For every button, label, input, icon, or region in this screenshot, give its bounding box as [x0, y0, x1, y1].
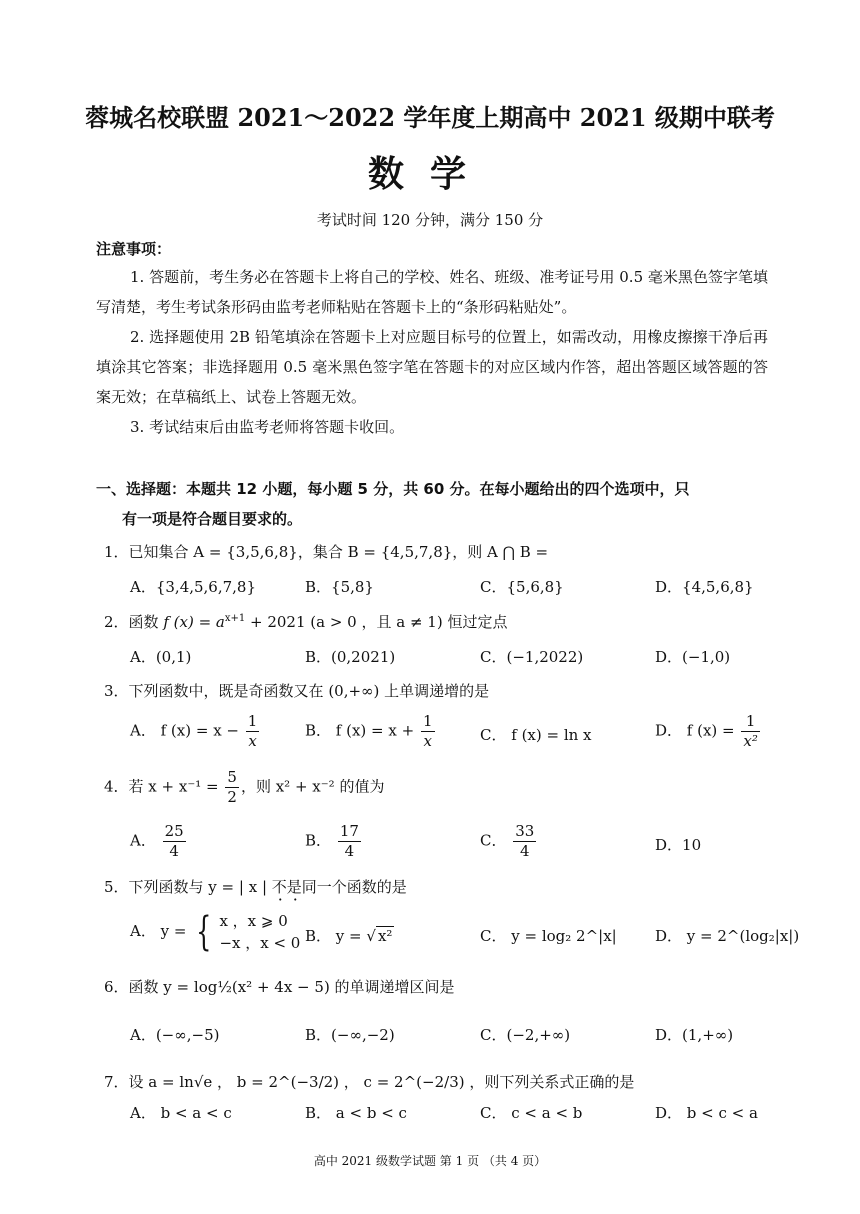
q2-prefix: 2．函数	[104, 613, 164, 631]
q5-option-b	[305, 925, 394, 946]
q5-emphasis-1: 不	[271, 878, 287, 896]
section-heading-line1: 一、选择题：本题共 12 小题，每小题 5 分，共 60 分。在每小题给出的四个选项中，只	[96, 480, 690, 498]
q3-d-fraction	[741, 712, 759, 751]
frac-den: x	[423, 731, 432, 750]
q6-option-c: C．(−2,+∞)	[480, 1026, 571, 1044]
q4-pre: 4．若 x + x⁻¹ =	[104, 777, 219, 796]
q5-b-radicand: x²	[377, 927, 393, 945]
q1-option-c: C．{5,6,8}	[480, 578, 564, 596]
q3-b-expr: B． f (x) = x +	[305, 721, 415, 740]
q4-option-b	[305, 822, 363, 861]
section-heading	[96, 474, 768, 534]
q2-rest: + 2021 (a > 0 ，且 a ≠ 1) 恒过定点	[245, 613, 508, 631]
q4-post: ，则 x² + x⁻² 的值为	[240, 777, 385, 796]
q4-a-label: A．	[130, 831, 156, 850]
q3-option-d	[655, 712, 762, 751]
exam-info: 考试时间 120 分钟，满分 150 分	[316, 211, 544, 229]
q2-option-d: D．(−1,0)	[655, 648, 731, 666]
frac-num: 17	[339, 822, 359, 840]
frac-num: 5	[227, 768, 237, 786]
sqrt-icon: √	[366, 927, 376, 945]
frac-num: 1	[741, 712, 759, 732]
question-4	[104, 768, 384, 807]
q3-option-a	[130, 712, 261, 751]
q5-b-expr: B． y =	[305, 927, 367, 945]
q5-option-c: C． y = log₂ 2^|x|	[480, 927, 617, 945]
exam-title: 蓉城名校联盟 2021～2022 学年度上期高中 2021 级期中联考	[85, 103, 775, 132]
notes-heading: 注意事项：	[96, 240, 172, 258]
q7-option-d: D． b < c < a	[655, 1104, 758, 1122]
q5-a-case-2: −x ，x < 0	[219, 934, 301, 952]
question-7: 7．设 a = ln√e ， b = 2^(−3/2) ， c = 2^(−2/3) ，则下列关系式正确的是	[104, 1073, 635, 1091]
q5-a-cases	[219, 910, 300, 954]
question-5	[104, 876, 407, 897]
frac-num: 1	[422, 712, 433, 730]
q6-option-d: D．(1,+∞)	[655, 1026, 734, 1044]
q3-a-fraction	[246, 712, 260, 751]
q3-option-b	[305, 712, 437, 751]
q5-option-a	[130, 910, 300, 954]
question-3: 3．下列函数中，既是奇函数又在 (0,+∞) 上单调递增的是	[104, 682, 490, 700]
q5-post: 同一个函数的是	[301, 878, 407, 896]
q6-option-b: B．(−∞,−2)	[305, 1026, 395, 1044]
q2-option-a: A．(0,1)	[130, 648, 192, 666]
note-3: 3. 考试结束后由监考老师将答题卡收回。	[130, 418, 405, 436]
q4-fraction	[225, 768, 239, 807]
frac-num: 25	[164, 822, 184, 840]
q3-d-expr: D． f (x) =	[655, 721, 735, 740]
q2-func: f (x) = a	[163, 613, 225, 631]
q2-option-c: C．(−1,2022)	[480, 648, 584, 666]
q4-option-a	[130, 822, 188, 861]
q4-c-label: C．	[480, 831, 507, 850]
question-1: 1．已知集合 A = {3,5,6,8}，集合 B = {4,5,7,8}，则 A ⋂ B =	[104, 543, 549, 561]
frac-num: 1	[247, 712, 258, 730]
q4-b-fraction	[338, 822, 361, 861]
q7-option-a: A． b < a < c	[130, 1104, 232, 1122]
q4-a-fraction	[163, 822, 186, 861]
frac-den: 4	[520, 841, 530, 860]
q4-c-fraction	[513, 822, 536, 861]
q3-option-c: C． f (x) = ln x	[480, 726, 592, 744]
q3-a-expr: A． f (x) = x −	[130, 721, 239, 740]
q3-b-fraction	[421, 712, 435, 751]
section-heading-line2: 有一项是符合题目要求的。	[122, 510, 303, 528]
q6-option-a: A．(−∞,−5)	[130, 1026, 220, 1044]
left-brace-icon: {	[196, 909, 212, 955]
frac-den: x	[248, 731, 257, 750]
question-6: 6．函数 y = log½(x² + 4x − 5) 的单调递增区间是	[104, 978, 455, 996]
frac-den: x²	[743, 731, 758, 750]
frac-den: 2	[227, 787, 237, 806]
q5-a-case-1: x ，x ⩾ 0	[219, 912, 288, 930]
q7-option-c: C． c < a < b	[480, 1104, 583, 1122]
note-2: 2. 选择题使用 2B 铅笔填涂在答题卡上对应题目标号的位置上，如需改动，用橡皮擦擦干净后再填涂其它答案；非选择题用 0.5 毫米黑色签字笔在答题卡的对应区域内作答，超出答题区域答题的答案无效；在草稿纸上、试卷上答题无效。	[96, 328, 768, 406]
question-2	[104, 611, 507, 632]
q4-b-label: B．	[305, 831, 332, 850]
q1-option-d: D．{4,5,6,8}	[655, 578, 754, 596]
frac-den: 4	[344, 841, 355, 860]
frac-den: 4	[169, 841, 179, 860]
q5-pre: 5．下列函数与 y = | x |	[104, 878, 272, 896]
frac-num: 33	[515, 822, 535, 840]
subject-title: 数学	[367, 153, 492, 195]
q2-option-b: B．(0,2021)	[305, 648, 396, 666]
q7-option-b: B． a < b < c	[305, 1104, 407, 1122]
q1-option-a: A．{3,4,5,6,7,8}	[130, 578, 257, 596]
q5-a-expr: A． y =	[130, 922, 187, 940]
q2-exponent: x+1	[224, 613, 246, 624]
q4-option-c	[480, 822, 538, 861]
q1-option-b: B．{5,8}	[305, 578, 374, 596]
q5-option-d: D． y = 2^(log₂|x|)	[655, 927, 800, 945]
page-footer: 高中 2021 级数学试题 第 1 页 （共 4 页）	[313, 1154, 547, 1168]
note-1: 1. 答题前，考生务必在答题卡上将自己的学校、姓名、班级、准考证号用 0.5 毫米黑色签字笔填写清楚，考生考试条形码由监考老师粘贴在答题卡上的“条形码粘贴处”。	[96, 268, 768, 316]
q4-option-d: D．10	[655, 836, 702, 854]
q5-emphasis-2: 是	[286, 878, 302, 896]
